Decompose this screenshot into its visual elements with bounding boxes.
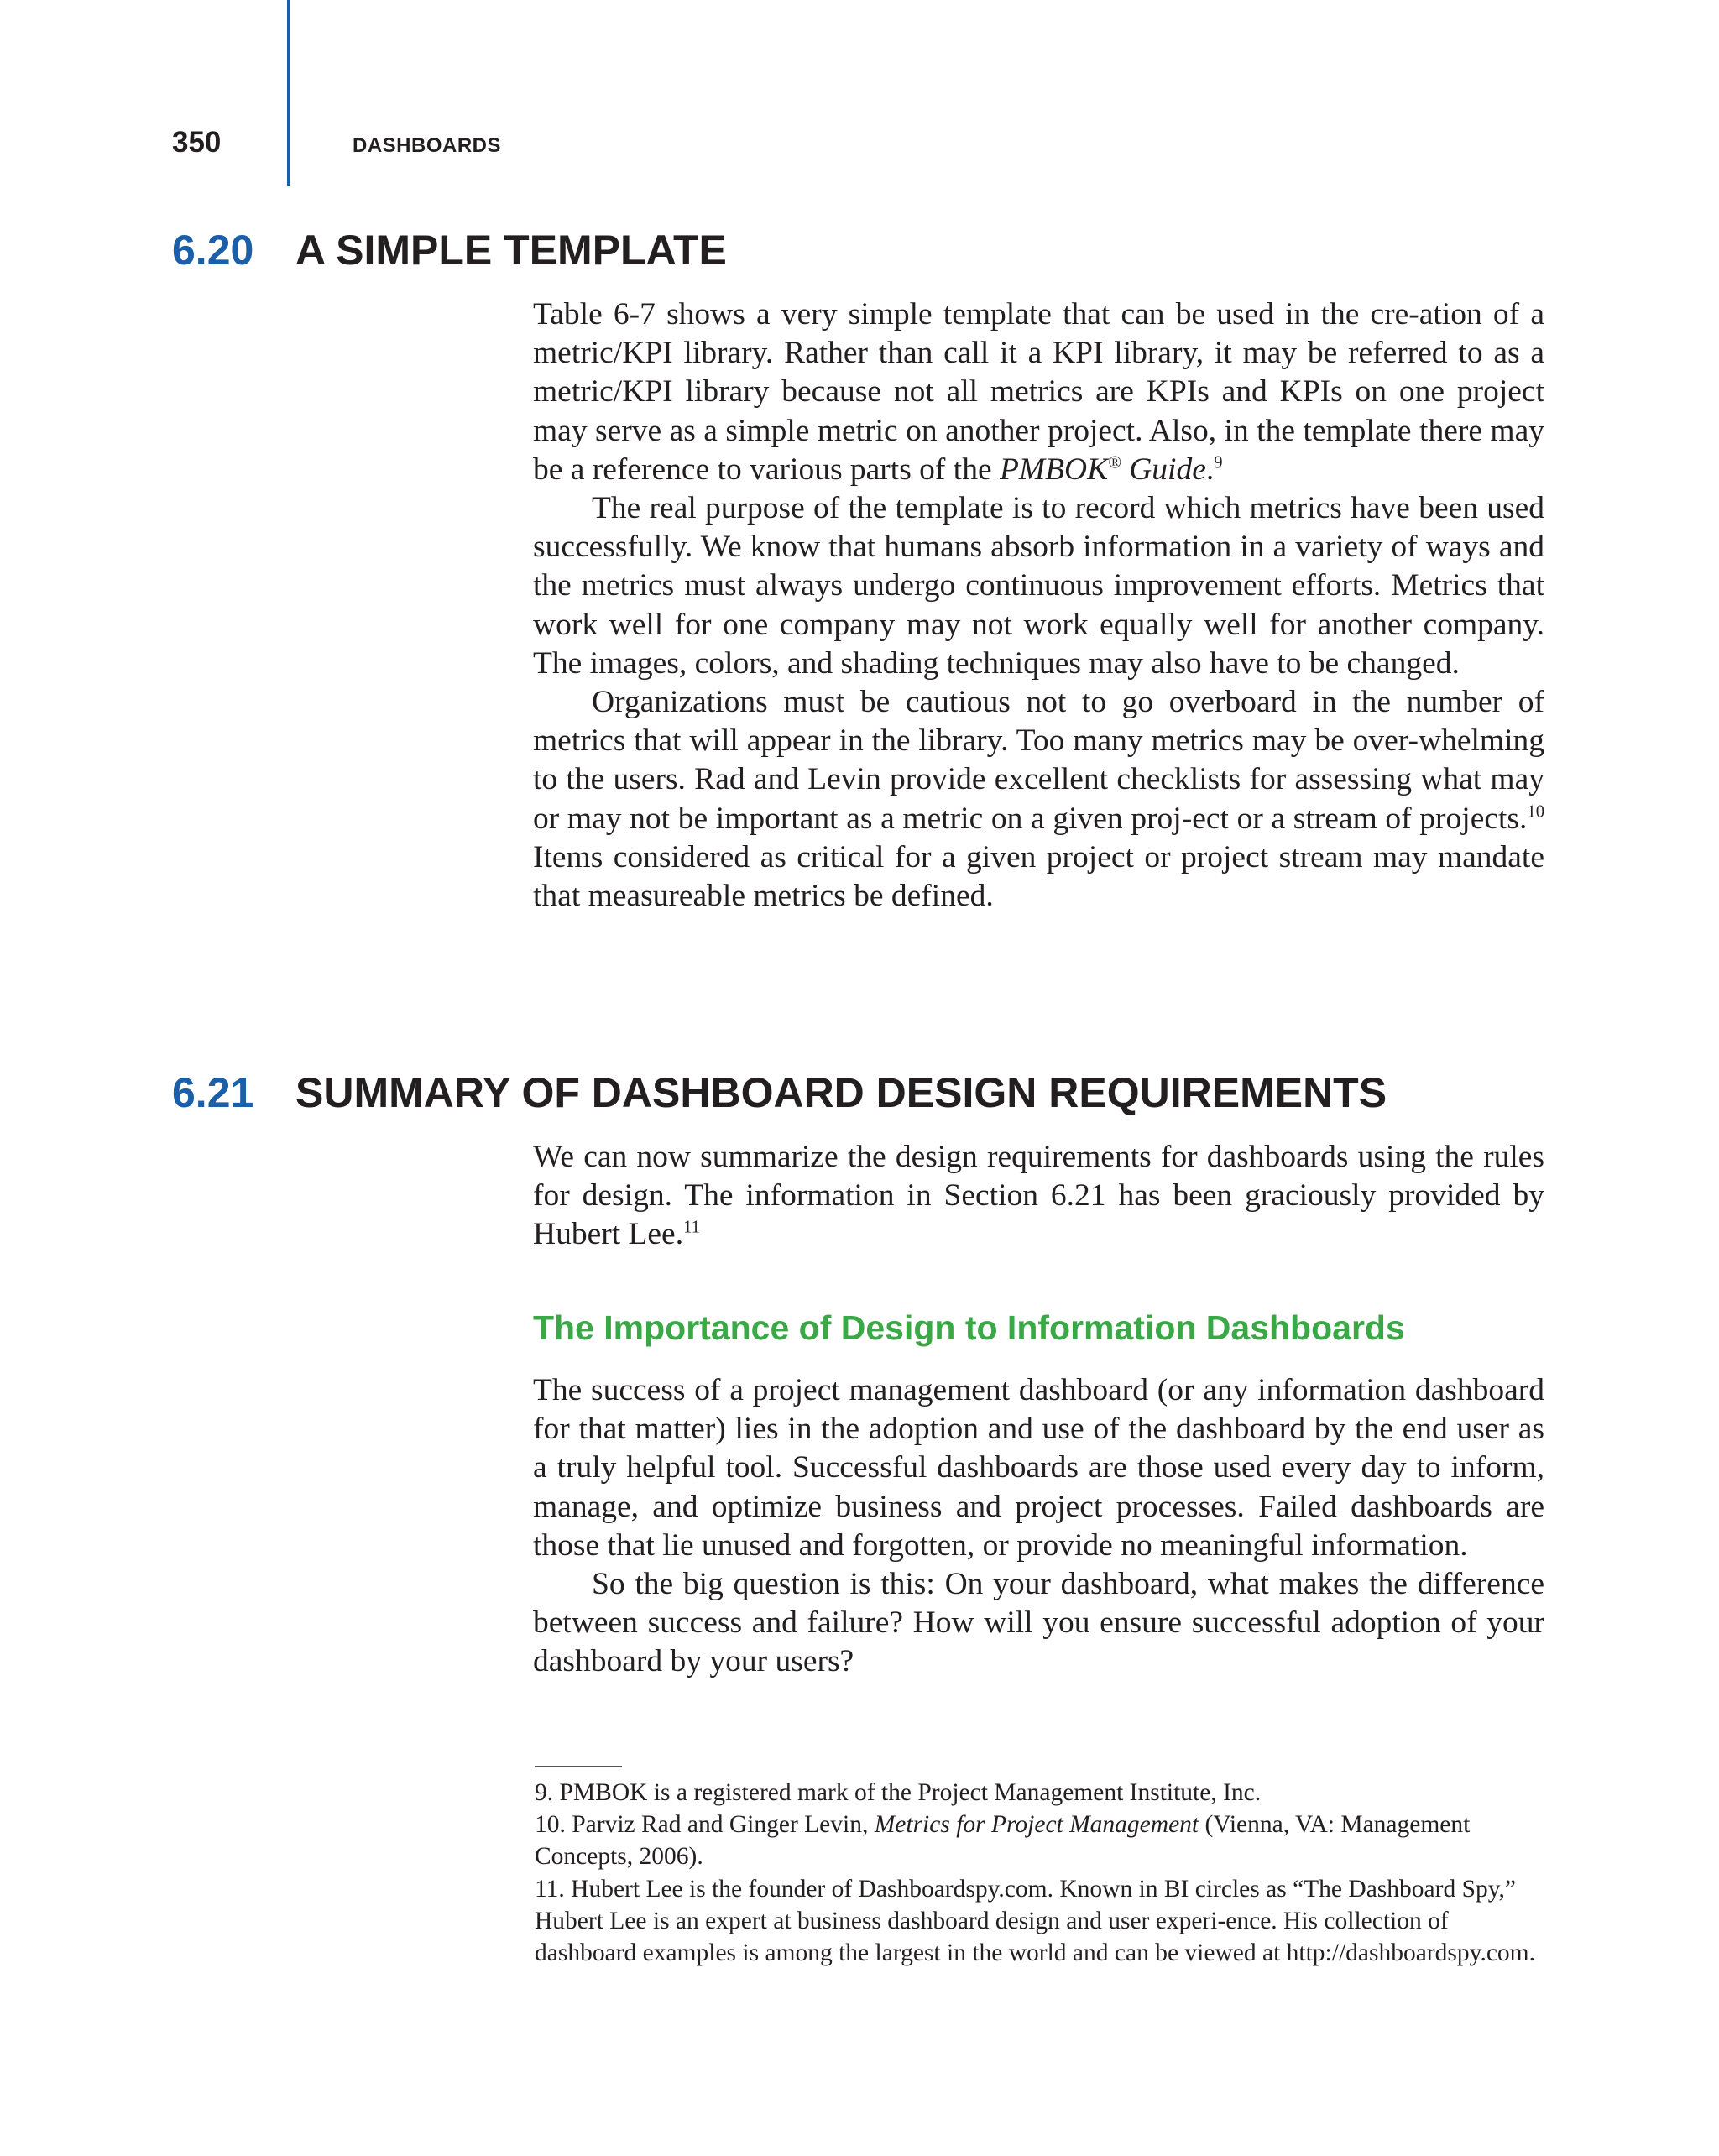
- paragraph: [533, 295, 1544, 489]
- footnote-ref: 10: [1527, 802, 1544, 822]
- paragraph-text: Organizations must be cautious not to go overboard in the number of metrics that will appear in the library. Too many metrics may be over-whelming to the users. Rad and Levin provide excellent checklists for assessing what may or may not be important as a metric on a given proj-ect or a stream of projects.: [533, 685, 1544, 836]
- paragraph: The real purpose of the template is to record which metrics have been used successfully. We know that humans absorb information in a variety of ways and the metrics must always undergo continuous improvement efforts. Metrics that work well for one company may not work equally well for another company. The images, colors, and shading techniques may also have to be changed.: [533, 491, 1544, 681]
- paragraph-text: Table 6-7 shows a very simple template that can be used in the cre-ation of a metric/KPI library. Rather than call it a KPI library, it may be referred to as a metric/KPI library because not all metrics are KPIs and KPIs on one project may serve as a simple metric on another project. Also, in the template there may be a reference to various parts of the: [533, 297, 1544, 487]
- section-6-20-heading: [172, 225, 727, 275]
- section-number: 6.20: [172, 227, 254, 274]
- book-title: Metrics for Project Management: [874, 1811, 1199, 1839]
- paragraph: [533, 683, 1544, 916]
- footnote-text: (Vienna, VA: Management Concepts, 2006).: [535, 1811, 1471, 1871]
- guide-word: Guide: [1121, 452, 1206, 487]
- header-vertical-rule: [287, 0, 290, 186]
- footnote-ref: 9: [1214, 453, 1223, 472]
- subsection-heading: The Importance of Design to Information Dashboards: [533, 1308, 1405, 1347]
- pmbok-guide-title: [1000, 452, 1206, 487]
- paragraph: So the big question is this: On your dashboard, what makes the difference between success and failure? How will you ensure successful adoption of your dashboard by your users?: [533, 1567, 1544, 1679]
- footnote-ref: 11: [683, 1218, 700, 1237]
- paragraph: The success of a project management dashboard (or any information dashboard for that matter) lies in the adoption and use of the dashboard by the end user as a truly helpful tool. Successful dashboards are those used every day to inform, manage, and optimize business and project processes. Failed dashboards are those that lie unused and forgotten, or provide no meaningful information.: [533, 1373, 1544, 1563]
- subsection-body: [533, 1371, 1544, 1682]
- running-head: DASHBOARDS: [353, 134, 502, 157]
- section-title: SUMMARY OF DASHBOARD DESIGN REQUIREMENTS: [295, 1069, 1387, 1116]
- section-title: A SIMPLE TEMPLATE: [295, 227, 727, 274]
- footnote-separator: [535, 1766, 622, 1767]
- pmbok-name: PMBOK: [999, 452, 1109, 487]
- footnote-9: 9. PMBOK is a registered mark of the Project Management Institute, Inc.: [535, 1779, 1262, 1806]
- footnote-10: [535, 1809, 1542, 1872]
- paragraph: [533, 1138, 1544, 1255]
- page-number: 350: [172, 126, 222, 159]
- period: .: [1205, 452, 1215, 487]
- section-number: 6.21: [172, 1069, 254, 1116]
- section-6-20-body: [533, 295, 1544, 916]
- paragraph-text: We can now summarize the design requirements for dashboards using the rules for design. The information in Section 6.21 has been graciously provided by Hubert Lee.: [533, 1140, 1544, 1252]
- section-6-21-heading: [172, 1068, 1387, 1118]
- footnotes: [535, 1777, 1542, 1969]
- section-6-21-intro: [533, 1138, 1544, 1255]
- footnote-text: 10. Parviz Rad and Ginger Levin,: [535, 1811, 875, 1839]
- paragraph-text: Items considered as critical for a given project or project stream may mandate that measureable metrics be defined.: [533, 839, 1544, 914]
- footnote-11: 11. Hubert Lee is the founder of Dashboardspy.com. Known in BI circles as “The Dashboard Spy,” Hubert Lee is an expert at business dashboard design and user experi-ence. His collection of dashboard examples is among the largest in the world and can be viewed at http://dashboardspy.com.: [535, 1875, 1535, 1967]
- registered-mark: ®: [1108, 453, 1121, 472]
